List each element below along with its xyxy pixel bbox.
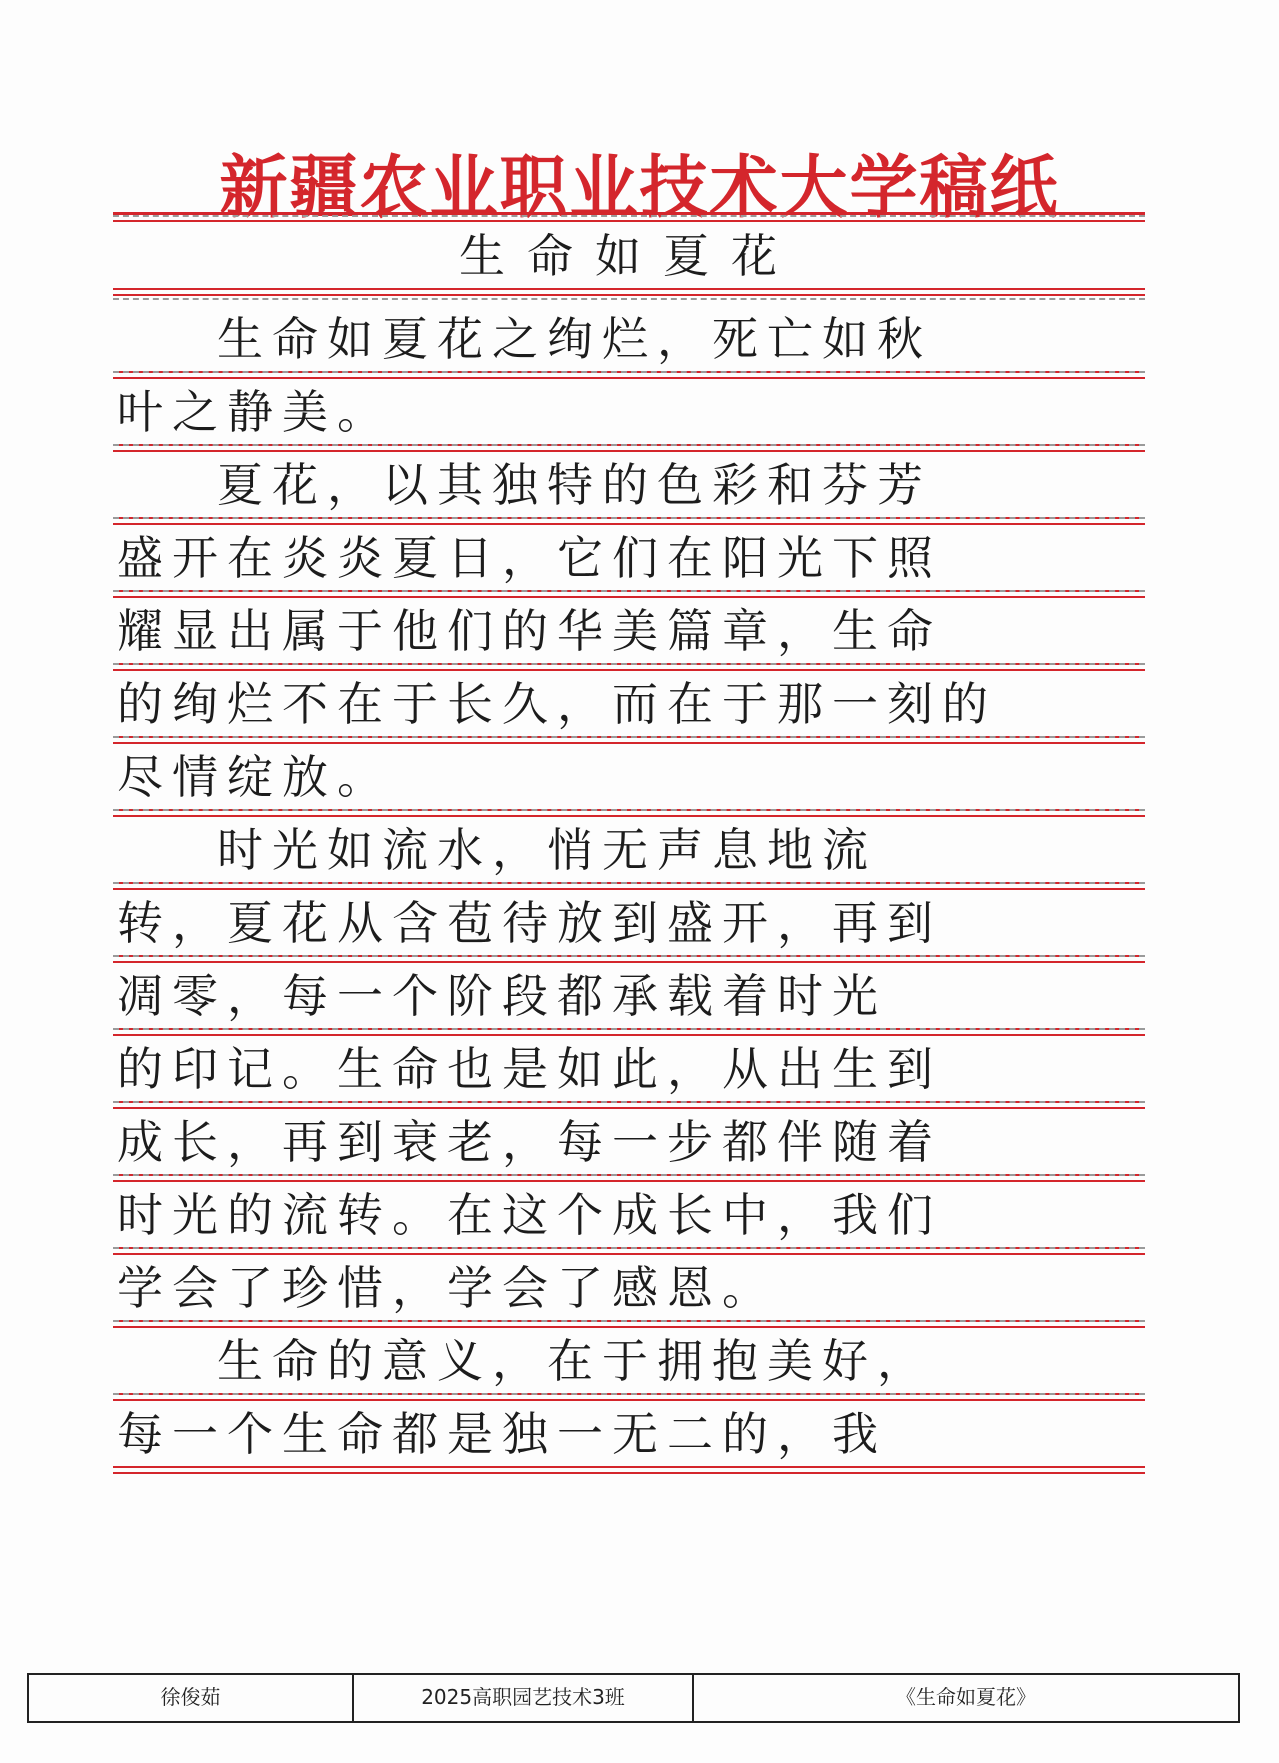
footer-table xyxy=(27,1673,1240,1723)
guide-dash xyxy=(113,371,1145,373)
guide-dash xyxy=(113,736,1145,738)
guide-dash xyxy=(113,955,1145,957)
line-10 xyxy=(113,953,1145,1036)
line-8 xyxy=(113,807,1145,890)
line-2 xyxy=(113,369,1145,452)
guide-dash xyxy=(113,809,1145,811)
line-text: 生命如夏花之绚烂，死亡如秋 xyxy=(217,312,932,366)
guide-dash xyxy=(113,444,1145,446)
baseline-rule xyxy=(113,1466,1145,1474)
guide-dash xyxy=(113,298,1145,300)
work-title: 《生命如夏花》 xyxy=(896,1685,1036,1709)
baseline-rule xyxy=(113,288,1145,296)
guide-dash xyxy=(113,1320,1145,1322)
line-text: 时光的流转。在这个成长中，我们 xyxy=(117,1188,942,1242)
line-1 xyxy=(113,296,1145,379)
guide-dash xyxy=(113,1028,1145,1030)
guide-dash xyxy=(113,882,1145,884)
line-text: 凋零，每一个阶段都承载着时光 xyxy=(117,969,887,1023)
guide-dash xyxy=(113,1247,1145,1249)
line-6 xyxy=(113,661,1145,744)
line-text: 叶之静美。 xyxy=(117,385,392,439)
line-14 xyxy=(113,1245,1145,1328)
line-text: 的印记。生命也是如此，从出生到 xyxy=(117,1042,942,1096)
guide-dash xyxy=(113,590,1145,592)
guide-dash xyxy=(113,517,1145,519)
line-13 xyxy=(113,1172,1145,1255)
essay-title: 生命如夏花 xyxy=(459,229,799,283)
line-text: 尽情绽放。 xyxy=(117,750,392,804)
guide-dash xyxy=(113,663,1145,665)
line-7 xyxy=(113,734,1145,817)
title-row xyxy=(113,213,1145,296)
line-12 xyxy=(113,1099,1145,1182)
line-11 xyxy=(113,1026,1145,1109)
line-text: 盛开在炎炎夏日，它们在阳光下照 xyxy=(117,531,942,585)
line-9 xyxy=(113,880,1145,963)
line-text: 夏花，以其独特的色彩和芬芳 xyxy=(217,458,932,512)
line-4 xyxy=(113,515,1145,598)
line-text: 成长，再到衰老，每一步都伴随着 xyxy=(117,1115,942,1169)
line-text: 时光如流水，悄无声息地流 xyxy=(217,823,877,877)
line-15 xyxy=(113,1318,1145,1401)
line-text: 每一个生命都是独一无二的，我 xyxy=(117,1407,887,1461)
line-16 xyxy=(113,1391,1145,1474)
line-text: 学会了珍惜，学会了感恩。 xyxy=(117,1261,777,1315)
guide-dash xyxy=(113,1393,1145,1395)
guide-dash xyxy=(113,215,1145,217)
line-text: 生命的意义，在于拥抱美好， xyxy=(217,1334,932,1388)
author-name: 徐俊茹 xyxy=(29,1675,354,1721)
line-5 xyxy=(113,588,1145,671)
line-text: 的绚烂不在于长久，而在于那一刻的 xyxy=(117,677,997,731)
line-3 xyxy=(113,442,1145,525)
class-name: 2025高职园艺技术3班 xyxy=(354,1675,694,1721)
line-text: 耀显出属于他们的华美篇章，生命 xyxy=(117,604,942,658)
line-text: 转，夏花从含苞待放到盛开，再到 xyxy=(117,896,942,950)
guide-dash xyxy=(113,1101,1145,1103)
paper-header: 新疆农业职业技术大学稿纸 xyxy=(219,148,1060,228)
guide-dash xyxy=(113,1174,1145,1176)
